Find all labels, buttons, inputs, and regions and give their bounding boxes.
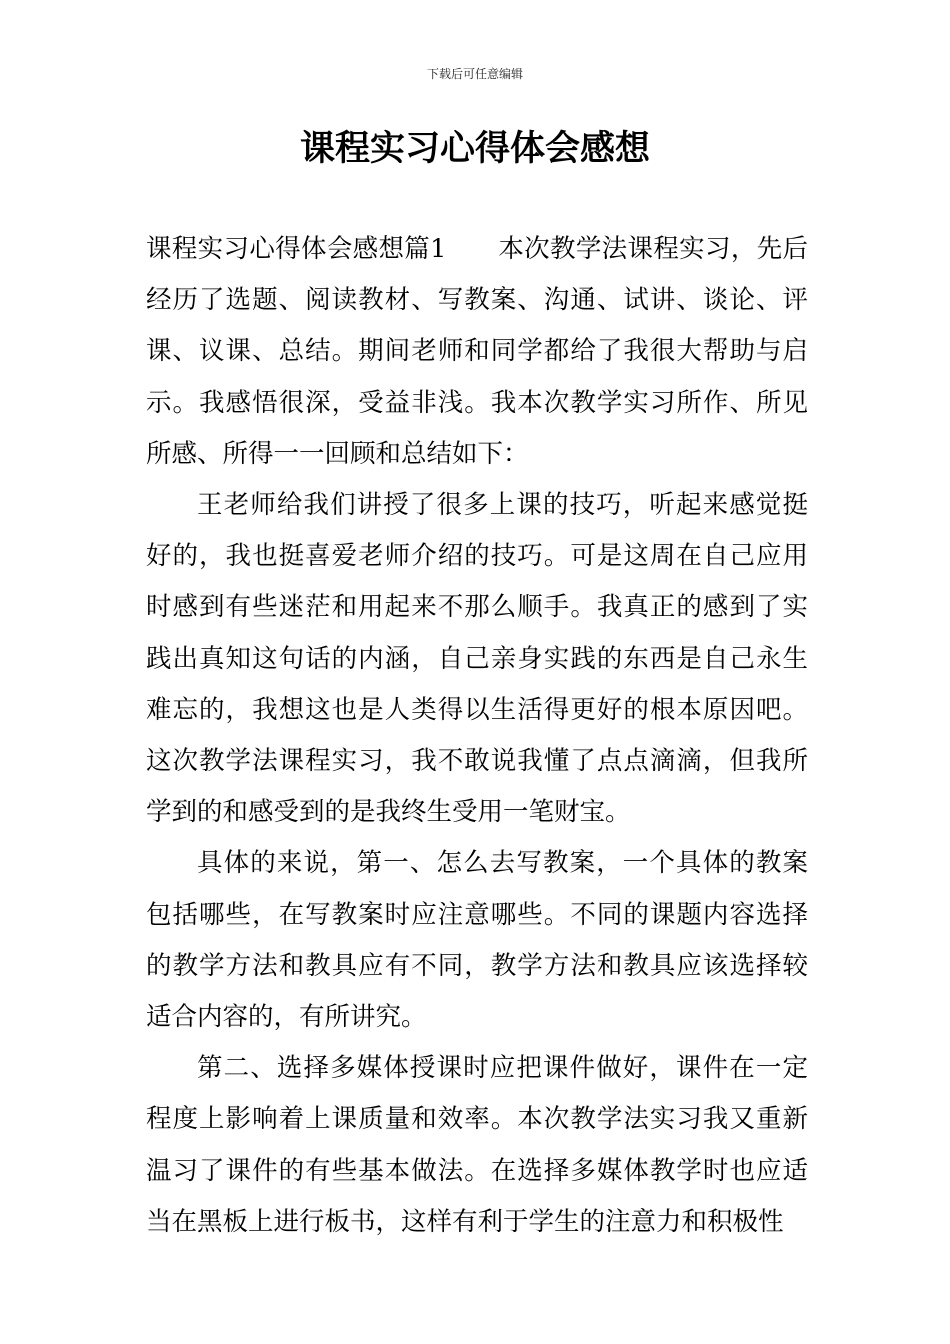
paragraph-multimedia: 第二、选择多媒体授课时应把课件做好，课件在一定程度上影响着上课质量和效率。本次教学法实习我又重新温习了课件的有些基本做法。在选择多媒体教学时也应适当在黑板上进行板书，这样有利于学生的注意力和积极性 [146, 1053, 808, 1237]
paragraph-lesson-plan: 具体的来说，第一、怎么去写教案，一个具体的教案包括哪些，在写教案时应注意哪些。不同的课题内容选择的教学方法和教具应有不同，教学方法和教具应该选择较适合内容的，有所讲究。 [146, 848, 808, 1033]
header-note: 下载后可任意编辑 [426, 67, 523, 81]
document-body [146, 224, 808, 1248]
document-title: 课程实习心得体会感想 [299, 129, 650, 169]
paragraph-teacher-skills: 王老师给我们讲授了很多上课的技巧，听起来感觉挺好的，我也挺喜爱老师介绍的技巧。可是这周在自己应用时感到有些迷茫和用起来不那么顺手。我真正的感到了实践出真知这句话的内涵，自己亲身实践的东西是自己永生难忘的，我想这也是人类得以生活得更好的根本原因吧。这次教学法课程实习，我不敢说我懂了点点滴滴，但我所学到的和感受到的是我终生受用一笔财宝。 [146, 490, 808, 828]
paragraph-intro: 课程实习心得体会感想篇1 本次教学法课程实习，先后经历了选题、阅读教材、写教案、沟通、试讲、谈论、评课、议课、总结。期间老师和同学都给了我很大帮助与启示。我感悟很深，受益非浅。我本次教学实习所作、所见所感、所得一一回顾和总结如下： [146, 234, 808, 469]
